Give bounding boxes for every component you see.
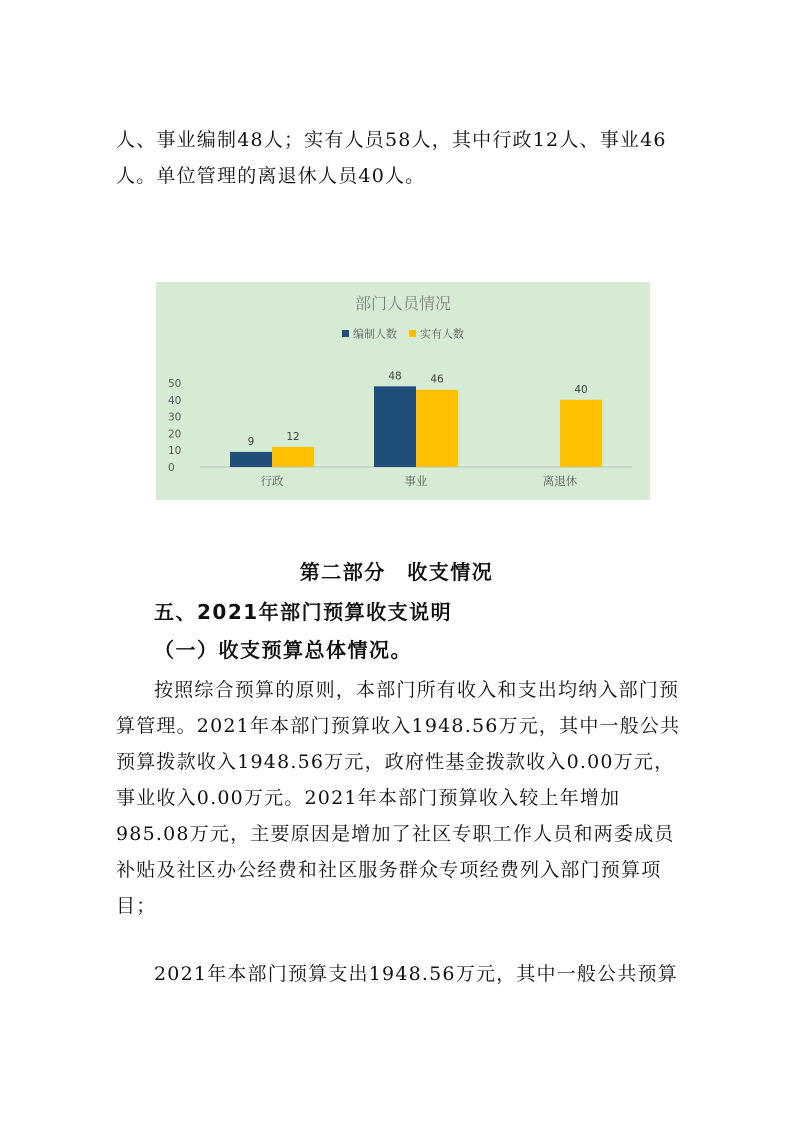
chart-title: 部门人员情况 [354, 294, 452, 313]
section-title: 第二部分 收支情况 [299, 560, 494, 584]
staff-chart-svg [156, 282, 650, 500]
bar-行政-实有人数 [272, 447, 314, 467]
bar-事业-实有人数 [416, 390, 458, 467]
data-label-事业-实有人数: 46 [430, 373, 444, 386]
expenditure-paragraph: 2021年本部门预算支出1948.56万元，其中一般公共预算 [154, 963, 678, 985]
x-tick-label-事业: 事业 [404, 474, 428, 488]
y-tick-label-10: 10 [168, 445, 182, 458]
bar-行政-编制人数 [230, 452, 272, 467]
data-label-行政-实有人数: 12 [286, 430, 300, 443]
heading-budget-explanation: 五、2021年部门预算收支说明 [154, 600, 453, 624]
x-tick-label-行政: 行政 [260, 474, 284, 488]
legend-swatch-1 [409, 330, 416, 337]
heading-overall-budget: （一）收支预算总体情况。 [154, 638, 412, 662]
legend-label-1: 实有人数 [420, 327, 464, 341]
y-tick-label-40: 40 [168, 394, 182, 407]
budget-paragraph: 按照综合预算的原则，本部门所有收入和支出均纳入部门预算管理。2021年本部门预算收入1948.56万元，其中一般公共预算拨款收入1948.56万元，政府性基金拨款收入0.00万元，事业收入0.00万元。2021年本部门预算收入较上年增加985.08万元，主要原因是增加了社区专职工作人员和两委成员补贴及社区办公经费和社区服务群众专项经费列入部门预算项目； [116, 679, 681, 917]
y-tick-label-50: 50 [168, 378, 182, 390]
legend-swatch-0 [342, 330, 349, 337]
y-tick-label-30: 30 [168, 411, 182, 424]
y-tick-label-20: 20 [168, 428, 182, 441]
data-label-行政-编制人数: 9 [247, 435, 255, 448]
bar-事业-编制人数 [374, 386, 416, 467]
staff-chart [156, 282, 650, 500]
bar-离退休-实有人数 [560, 400, 602, 467]
y-tick-label-0: 0 [168, 462, 175, 474]
x-tick-label-离退休: 离退休 [542, 474, 578, 488]
intro-paragraph: 人、事业编制48人；实有人员58人，其中行政12人、事业46人。单位管理的离退休人员40人。 [116, 129, 667, 187]
data-label-事业-编制人数: 48 [388, 370, 402, 383]
data-label-离退休-实有人数: 40 [574, 383, 588, 396]
legend-label-0: 编制人数 [353, 327, 397, 341]
